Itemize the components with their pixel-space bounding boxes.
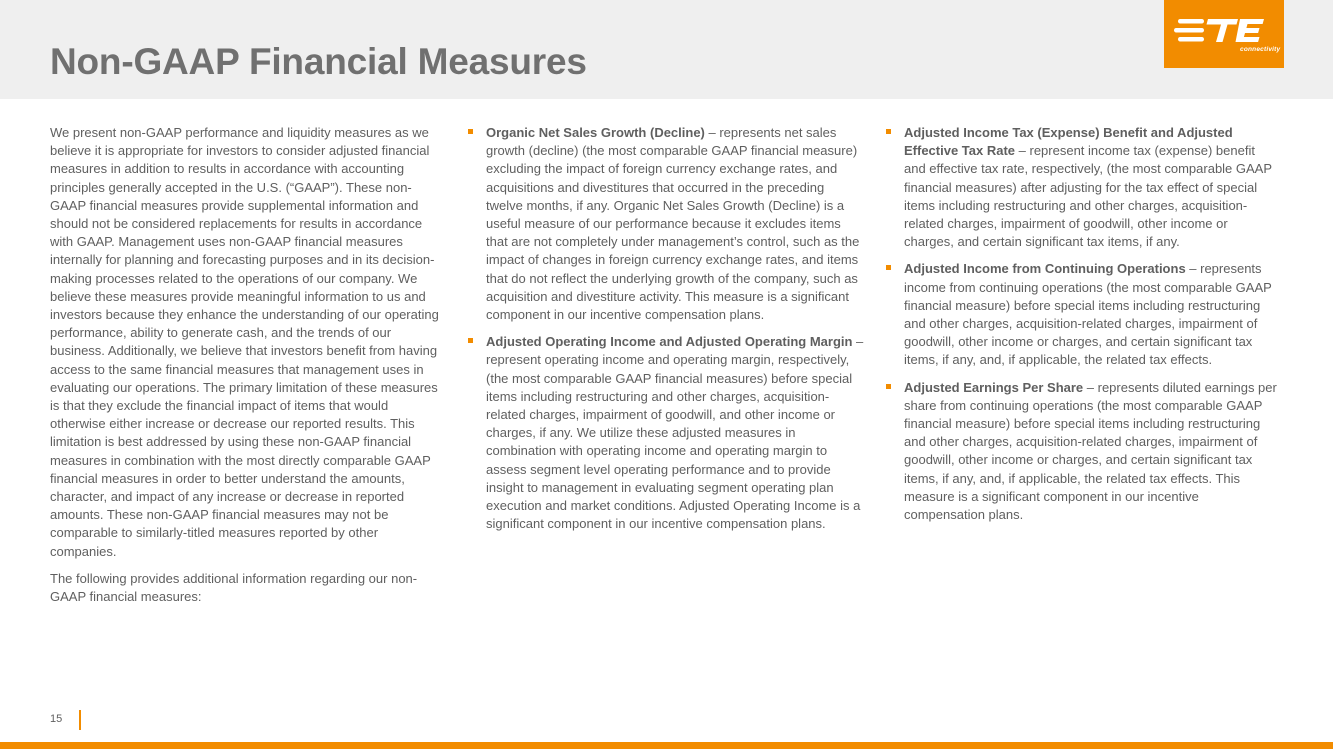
intro-paragraph: The following provides additional information regarding our non-GAAP financial measures: — [50, 570, 418, 605]
definition-term: Adjusted Operating Income and Adjusted Operating Margin — [486, 334, 853, 350]
te-logo-icon — [1164, 0, 1284, 68]
definition-item — [886, 260, 1278, 369]
bullet-square-icon — [468, 129, 473, 134]
page-number-divider — [79, 710, 81, 730]
bullet-square-icon — [886, 384, 891, 389]
definition-text: – represents net sales growth (decline) (the most comparable GAAP financial measure) excluding the impact of foreign currency exchange rates, and acquisitions and divestitures that occurred in the preceding twelve months, if any. Organic Net Sales Growth (Decline) is a useful measure of our performance because it excludes items that are not completely under management’s control, such as the impact of changes in foreign currency exchange rates, and items that do not reflect the underlying growth of the company, such as acquisition and divestiture activity. This measure is a significant component in our incentive compensation plans. — [486, 125, 860, 323]
definition-item — [886, 124, 1278, 251]
definition-term: Adjusted Income Tax (Expense) Benefit and Adjusted Effective Tax Rate — [904, 125, 1233, 159]
definition-text: – represent operating income and operating margin, respectively, (the most comparable GAAP financial measures) before special items including restructuring and other charges, acquisition-related charges, impairment of goodwill, and other income or charges, if any. We utilize these adjusted measures in combination with operating income and operating margin to assess segment level operating performance and to provide insight to management in evaluating segment operating plan execution and market conditions. Adjusted Operating Income is a significant component in our incentive compensation plans. — [486, 334, 864, 532]
bullet-square-icon — [468, 338, 473, 343]
logo-subtitle: connectivity — [1240, 46, 1281, 53]
definition-term: Adjusted Income from Continuing Operations — [904, 261, 1186, 277]
intro-column — [50, 124, 446, 615]
bullet-square-icon — [886, 129, 891, 134]
header-band — [0, 0, 1333, 99]
definition-item — [468, 333, 864, 533]
intro-paragraph: We present non-GAAP performance and liquidity measures as we believe it is appropriate for investors to consider adjusted financial measures in addition to results in accordance with accounting principles generally accepted in the U.S. (“GAAP”). These non-GAAP financial measures provide supplemental information and should not be considered replacements for results in accordance with GAAP. Management uses non-GAAP financial measures internally for planning and forecasting purposes and in its decision-making processes related to the operations of our company. We believe these measures provide meaningful information to us and investors because they enhance the understanding of our operating performance, ability to generate cash, and the trends of our business. Additionally, we believe that investors benefit from having access to the same financial measures that management uses in evaluating our operations. The primary limitation of these measures is that they exclude the financial impact of items that would otherwise either increase or decrease our reported results. This limitation is best addressed by using these non-GAAP financial measures in combination with the most directly comparable GAAP financial measures in order to better understand the amounts, character, and impact of any increase or decrease in reported amounts. These non-GAAP financial measures may not be comparable to similarly-titled measures reported by other companies. — [50, 125, 439, 559]
definition-term: Organic Net Sales Growth (Decline) — [486, 125, 705, 140]
definitions-column-2 — [468, 124, 864, 542]
definition-item — [468, 124, 864, 324]
page-title: Non-GAAP Financial Measures — [50, 41, 587, 82]
definition-text: – represent income tax (expense) benefit and effective tax rate, respectively, (the most comparable GAAP financial measures) after adjusting for the tax effect of special items including restructuring and other charges, acquisition-related charges, impairment of goodwill, other income or charges, and certain significant tax items, if any. — [904, 143, 1272, 250]
te-connectivity-logo — [1164, 0, 1284, 68]
page-number: 15 — [50, 713, 63, 725]
definitions-column-3 — [886, 124, 1278, 533]
definition-term: Adjusted Earnings Per Share — [904, 379, 1084, 395]
bullet-square-icon — [886, 265, 891, 270]
bottom-accent-bar — [0, 742, 1333, 749]
definition-text: – represents diluted earnings per share from continuing operations (the most comparable GAAP financial measure) before special items including restructuring and other charges, acquisition-related charges, impairment of goodwill, other income or charges, and certain significant tax items, if any, and, if applicable, the related tax effects. This measure is a significant component in our incentive compensation plans. — [904, 379, 1277, 523]
definition-item — [886, 379, 1278, 525]
definition-text: – represents income from continuing operations (the most comparable GAAP financial measure) before special items including restructuring and other charges, acquisition-related charges, impairment of goodwill, other income or charges, and certain significant tax items, if any, and, if applicable, the related tax effects. — [904, 261, 1272, 368]
